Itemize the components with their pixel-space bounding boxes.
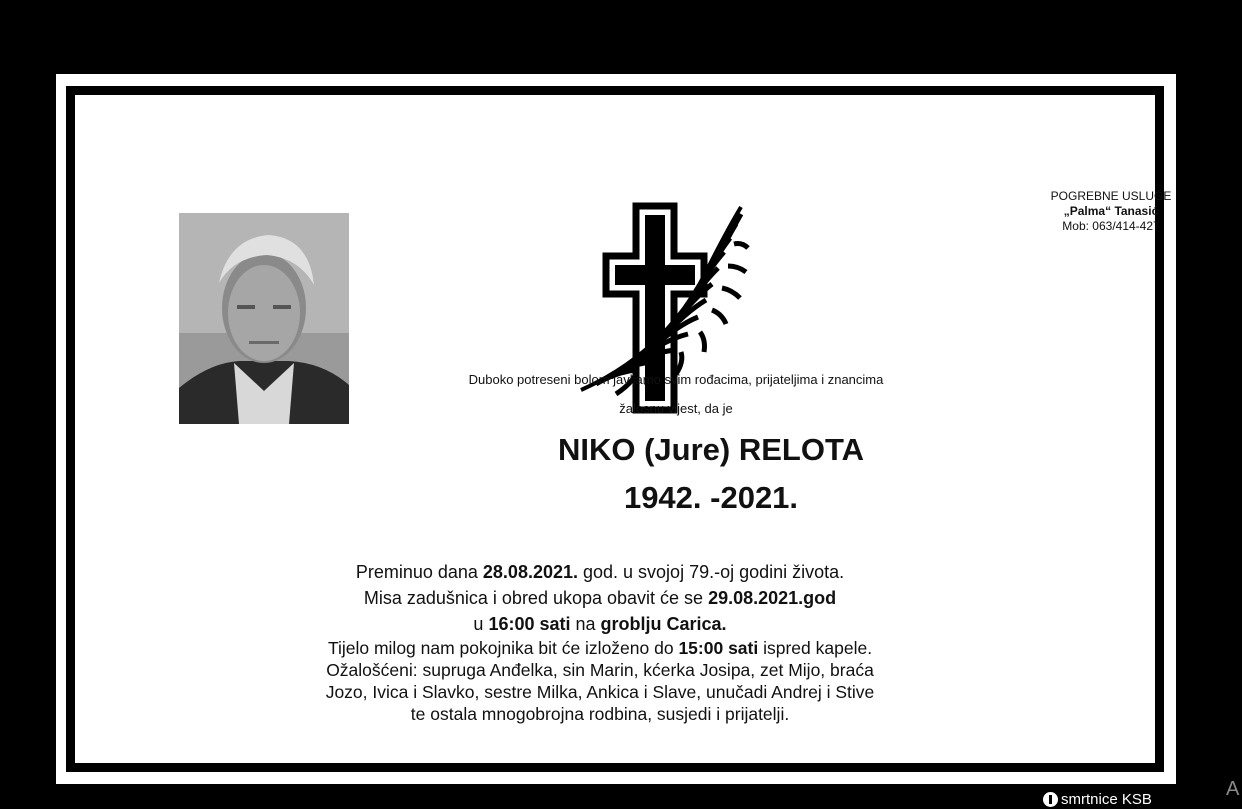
intro-line-2: žalosnu vijest, da je — [619, 401, 733, 416]
deceased-name: NIKO (Jure) RELOTA — [558, 432, 864, 467]
text: Tijelo milog nam pokojnika bit će izloženo do — [327, 638, 679, 658]
details-line-viewing — [180, 637, 1020, 659]
watermark-logo-icon — [1043, 792, 1058, 807]
burial-date: 29.08.2021.god — [708, 588, 837, 608]
funeral-service-title: POGREBNE USLUGE — [1050, 189, 1172, 203]
text: u — [473, 614, 489, 634]
mourners-line-3: te ostala mnogobrojna rodbina, susjedi i prijatelji. — [410, 704, 790, 724]
deceased-years: 1942. -2021. — [623, 480, 799, 515]
funeral-service-phone: Mob: 063/414-427 — [1062, 219, 1160, 233]
burial-time: 16:00 sati — [488, 614, 571, 634]
death-date: 28.08.2021. — [482, 562, 578, 582]
details-line-time — [180, 611, 1020, 637]
mourners-line-2: Jozo, Ivica i Slavko, sestre Milka, Ankica i Slave, unučadi Andrej i Stive — [325, 682, 875, 702]
viewing-time: 15:00 sati — [678, 638, 759, 658]
intro-line-1: Duboko potreseni bolom javljamo svim rođacima, prijateljima i znancima — [468, 372, 884, 387]
funeral-service-info — [1011, 189, 1211, 234]
details-line-death — [180, 559, 1020, 585]
funeral-details — [180, 559, 1020, 725]
cemetery-name: groblju Carica. — [600, 614, 727, 634]
watermark — [1043, 791, 1152, 808]
corner-letter: A — [1226, 778, 1240, 800]
deceased-photo — [179, 213, 349, 424]
mourners-line-1: Ožalošćeni: supruga Anđelka, sin Marin, kćerka Josipa, zet Mijo, braća — [326, 660, 874, 680]
funeral-service-name: „Palma“ Tanasić — [1063, 204, 1159, 218]
watermark-text: smrtnice KSB — [1061, 791, 1152, 808]
details-line-mass — [180, 585, 1020, 611]
text: Preminuo dana — [355, 562, 483, 582]
text: Misa zadušnica i obred ukopa obavit će se — [363, 588, 709, 608]
text: na — [570, 614, 601, 634]
text: ispred kapele. — [758, 638, 873, 658]
text: god. u svojoj 79.-oj godini života. — [578, 562, 845, 582]
